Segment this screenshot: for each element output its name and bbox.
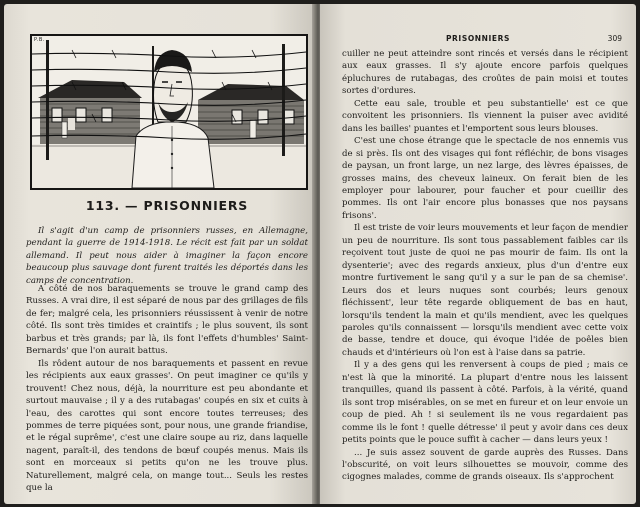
right-body-text	[342, 48, 628, 484]
illustration-initials: P.B.	[34, 37, 45, 43]
paragraph: Ils rôdent autour de nos baraquements et passent en revue les récipients aux eaux grasses'. On peut imaginer ce qu'ils y trouvent! Chez nous, déjà, la nourriture est peu abondante et surtout mauvaise ; il y a des rutabagas' coupés en six et cuits à l'eau, des carottes qui sont encore toutes terreuses; des pommes de terre piquées sont, pour nous, une grande friandise, et le régal suprême', c'est une claire soupe au riz, dans laquelle nagent, paraît-il, des tendons de bœuf coupés menus. Mais ils sont en morceaux si petits qu'on ne les trouve plus. Naturellement, malgré cela, on mange tout... Seuls les restes que la	[26, 358, 308, 494]
prisoner-behind-barbed-wire-icon	[32, 36, 306, 188]
page-number: 309	[607, 34, 622, 43]
paragraph: A côté de nos baraquements se trouve le grand camp des Russes. A vrai dire, il est séparé de nous par des grillages de fils de fer; malgré cela, les prisonniers réussissent à venir de notre côté. Ils sont très timides et craintifs ; le plus souvent, ils sont barbus et très grands; par là, ils font l'effets d'humbles' Saint-Bernards' que l'on aurait battus.	[26, 284, 308, 357]
intro-text	[26, 225, 308, 287]
paragraph: C'est une chose étrange que le spectacle de nos ennemis vus de si près. Ils ont des visages qui font réfléchir, de bons visages de paysan, un front large, un nez large, des lèvres épaisses, de grosses mains, des cheveux laineux. On ferait bien de les employer pour labourer, pour faucher et pour cueillir des pommes. Ils ont l'air encore plus bonasses que nos paysans frisons'.	[342, 136, 628, 221]
paragraph: Il est triste de voir leurs mouvements et leur façon de mendier un peu de nourriture. Ils sont tous passablement faibles car ils reçoivent tout juste de quoi ne pas mourir de faim. Ils ont la dysenterie'; avec des regards anxieux, plus d'un d'entre eux montre furtivement le sang qu'il y a sur le pan de sa chemise'. Leurs dos et leurs nuques sont courbés; leurs genoux fléchissent', leur tête regarde obliquement de bas en haut, lorsqu'ils tendent la main et qu'ils mendient, avec les quelques paroles qu'ils connaissent — lorsqu'ils mendient avec cette voix de basse, tendre et douce, qui évoque l'idée de poêles bien chauds et d'intérieurs où l'on est à l'aise dans sa patrie.	[342, 223, 628, 358]
paragraph-continuation: cuiller ne peut atteindre sont rincés et versés dans le récipient aux eaux grasses. Il s'y ajoute encore parfois quelques épluchures de rutabagas, des croûtes de pain moisi et toutes sortes d'ordures.	[342, 49, 628, 97]
chapter-title: 113. — PRISONNIERS	[85, 198, 249, 213]
illustration	[30, 34, 308, 190]
left-body-text	[26, 283, 308, 495]
left-page	[4, 4, 316, 504]
paragraph: ... Je suis assez souvent de garde auprès des Russes. Dans l'obscurité, on voit leurs silhouettes se mouvoir, comme des cigognes malades, comme de grands oiseaux. Ils s'approchent	[342, 447, 628, 483]
running-head: PRISONNIERS	[445, 34, 511, 43]
paragraph: Cette eau sale, trouble et peu substantielle' est ce que convoitent les prisonniers. Ils viennent la puiser avec avidité dans les bailles' puantes et l'emportent sous leurs blouses.	[342, 98, 628, 134]
right-page	[320, 4, 636, 504]
intro-paragraph: Il s'agit d'un camp de prisonniers russes, en Allemagne, pendant la guerre de 1914-1918. Le récit est fait par un soldat allemand. Il peut nous aider à imaginer la façon encore beaucoup plus sauvage dont furent traités les déportés dans les camps de concentration.	[26, 226, 308, 286]
paragraph: Il y a des gens qui les renversent à coups de pied ; mais ce n'est là que la minorité. La plupart d'entre nous les laissent tranquilles, quand ils passent à côté. Parfois, à la vérité, quand ils sont trop misérables, on se met en fureur et on leur envoie un coup de pied. Ah ! si seulement ils ne vous regardaient pas comme ils le font ! quelle détresse' il peut y avoir dans ces deux petits points que le pouce suffit à cacher — dans leurs yeux !	[342, 360, 628, 446]
